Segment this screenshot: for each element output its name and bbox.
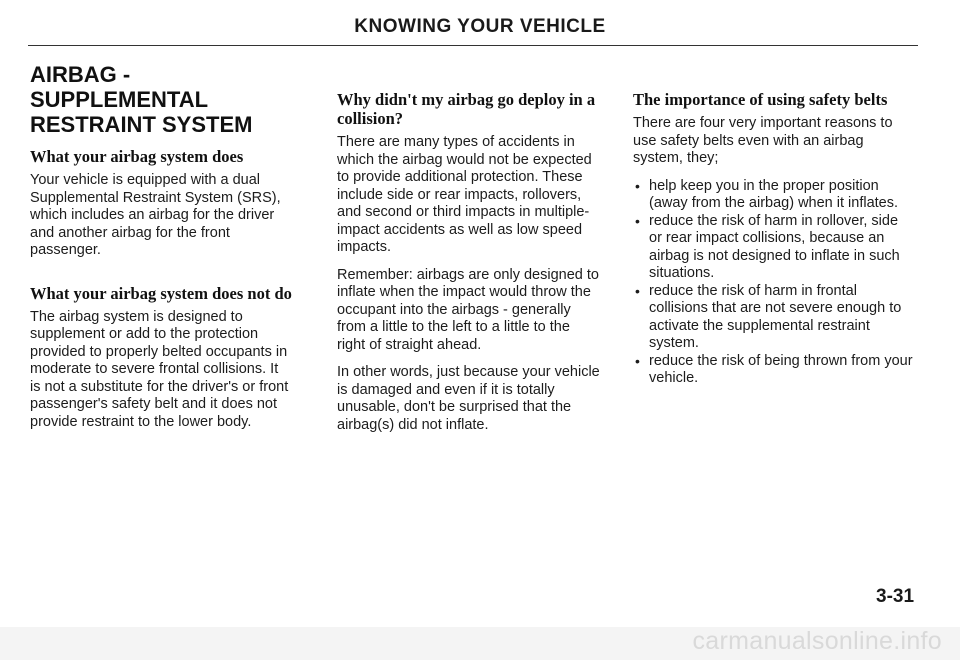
column-middle — [337, 90, 601, 444]
page-header-title: KNOWING YOUR VEHICLE — [354, 16, 606, 37]
list-item-text: reduce the risk of harm in rollover, side or rear impact collisions, because an airbag is not designed to inflate in such situations. — [649, 212, 900, 281]
subheading-what-airbag-does-not-do: What your airbag system does not do — [30, 283, 292, 303]
subheading-why-not-deploy: Why didn't my airbag go deploy in a collision? — [337, 90, 596, 128]
list-item-text: reduce the risk of harm in frontal collisions that are not severe enough to activate the supplemental restraint system. — [649, 282, 902, 351]
bullet-icon: • — [635, 177, 640, 194]
list-item — [633, 353, 913, 388]
spacer — [30, 270, 292, 284]
bullet-icon: • — [635, 352, 640, 369]
reasons-list — [633, 178, 913, 388]
paragraph-remember: Remember: airbags are only designed to inflate when the impact would throw the occupant into the airbags - generally from a little to the left to a little to the right of straight ahead. — [337, 266, 599, 353]
subheading-importance-safety-belts: The importance of using safety belts — [633, 90, 888, 109]
paragraph-four-reasons: There are four very important reasons to use safety belts even with an airbag system, they; — [633, 115, 893, 166]
subheading-what-airbag-does: What your airbag system does — [30, 147, 244, 166]
paragraph-airbag-supplement: The airbag system is designed to supplement or add to the protection provided to properly belted occupants in moderate to severe frontal collisions. It is not a substitute for the driver's or front passenger's safety belt and it does not provide restraint to the lower body. — [30, 308, 289, 430]
watermark-text: carmanualsonline.info — [692, 627, 942, 655]
header-rule — [28, 45, 918, 46]
paragraph-in-other-words: In other words, just because your vehicle is damaged and even if it is totally unusable, don't be surprised that the airbag(s) did not inflate. — [337, 364, 600, 433]
section-title: AIRBAG - SUPPLEMENTAL RESTRAINT SYSTEM — [30, 62, 253, 137]
bullet-icon: • — [635, 212, 640, 229]
list-item — [633, 213, 913, 283]
bullet-icon: • — [635, 282, 640, 299]
list-item — [633, 283, 913, 353]
list-item-text: reduce the risk of being thrown from your vehicle. — [649, 352, 913, 386]
list-item — [633, 178, 913, 213]
paragraph-airbag-equipped: Your vehicle is equipped with a dual Supplemental Restraint System (SRS), which includes an airbag for the driver and another airbag for the front passenger. — [30, 172, 281, 258]
watermark-bar — [0, 627, 960, 660]
column-left — [30, 62, 292, 441]
paragraph-accident-types: There are many types of accidents in which the airbag would not be expected to provide additional protection. These include side or rear impacts, rollovers, and second or third impacts in multiple-impact accidents as well as low speed impacts. — [337, 134, 592, 255]
page-number: 3-31 — [876, 586, 915, 607]
list-item-text: help keep you in the proper position (away from the airbag) when it inflates. — [649, 177, 899, 211]
column-right — [633, 90, 913, 388]
